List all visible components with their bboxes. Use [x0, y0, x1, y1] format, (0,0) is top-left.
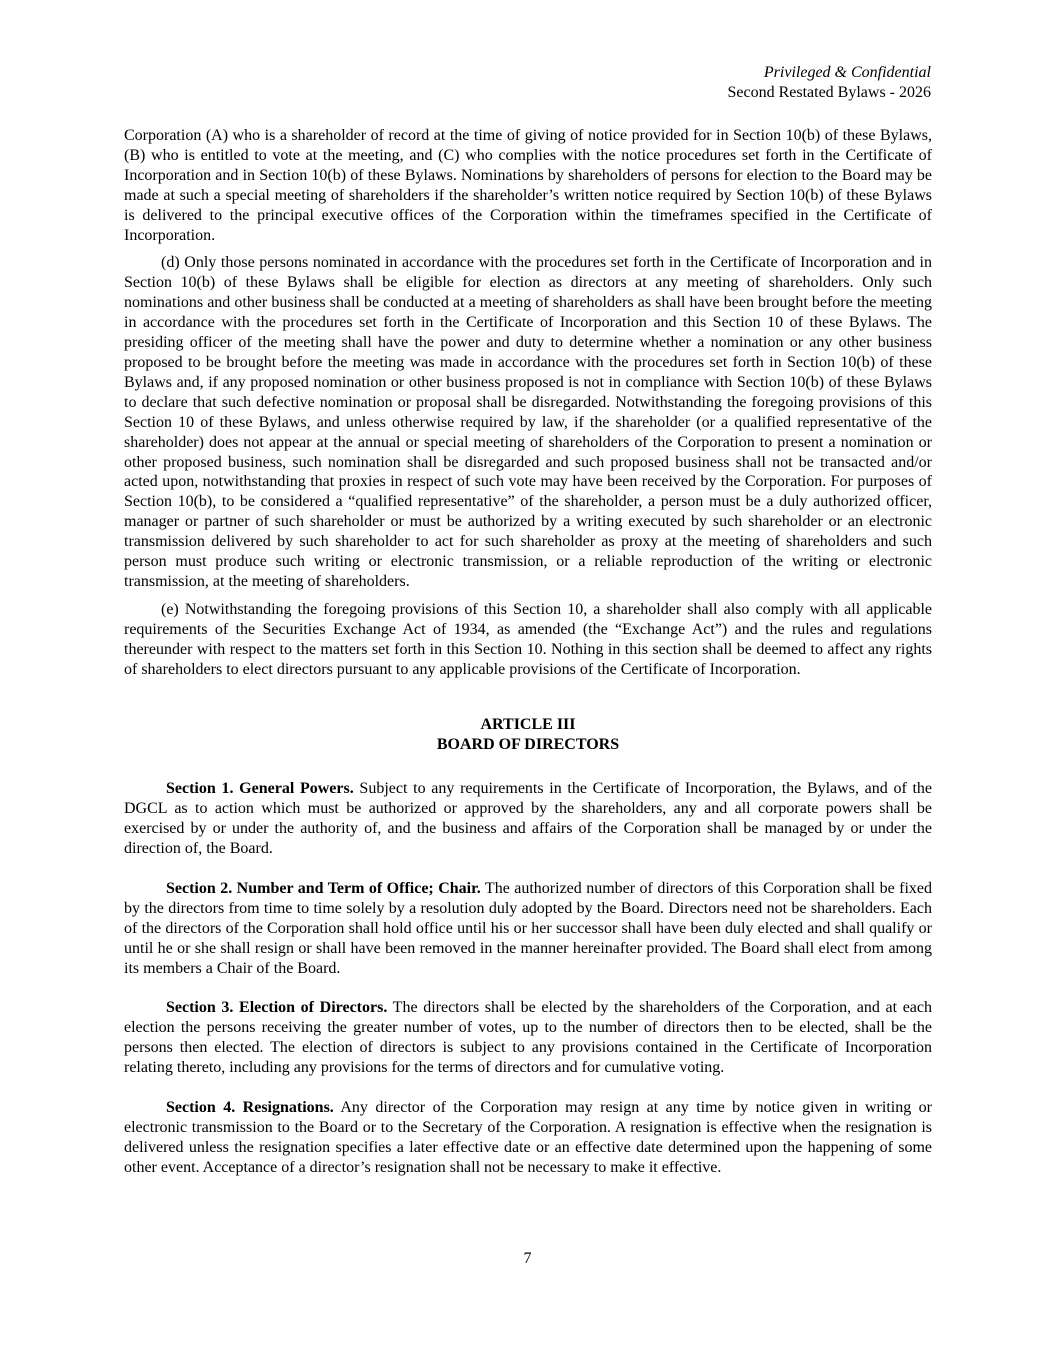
section-2-heading: Section 2. Number and Term of Office; Chair.: [166, 879, 481, 897]
article-title: BOARD OF DIRECTORS: [436, 736, 620, 754]
section-2: [124, 879, 932, 979]
paragraph-continuation: Corporation (A) who is a shareholder of record at the time of giving of notice provided for in Section 10(b) of these Bylaws, (B) who is entitled to vote at the meeting, and (C) who complies with the notice procedures set forth in the Certificate of Incorporation and in Section 10(b) of these Bylaws. Nominations by shareholders of persons for election to the Board may be made at such a special meeting of shareholders if the shareholder’s written notice required by Section 10(b) of these Bylaws is delivered to the principal executive offices of the Corporation within the timeframes specified in the Certificate of Incorporation.: [124, 127, 932, 244]
section-3-heading: Section 3. Election of Directors.: [166, 999, 388, 1017]
section-4-text: Any director of the Corporation may resign at any time by notice given in writing or electronic transmission to the Board or to the Secretary of the Corporation. A resignation is effective when the resignation is delivered unless the resignation specifies a later effective date or an effective date determined upon the happening of some other event. Acceptance of a director’s resignation shall not be necessary to make it effective.: [124, 1099, 933, 1176]
section-1: [124, 779, 932, 859]
page-header: [727, 63, 931, 103]
paragraph-e: (e) Notwithstanding the foregoing provisions of this Section 10, a shareholder shall also comply with all applicable requirements of the Securities Exchange Act of 1934, as amended (the “Exchange Act”) and the rules and regulations thereunder with respect to the matters set forth in this Section 10. Nothing in this section shall be deemed to affect any rights of shareholders to elect directors pursuant to any applicable provisions of the Certificate of Incorporation.: [124, 600, 932, 678]
section-1-text: Subject to any requirements in the Certificate of Incorporation, the Bylaws, and of the DGCL as to action which must be authorized or approved by the shareholders, any and all corporate powers shall be exercised by or under the authority of, and the business and affairs of the Corporation shall be managed by or under the direction of, the Board.: [124, 780, 933, 857]
section-4: [124, 1098, 932, 1178]
page-number: 7: [523, 1250, 532, 1267]
document-body: [124, 126, 932, 1198]
article-number: ARTICLE III: [480, 716, 576, 734]
paragraph-d: (d) Only those persons nominated in accordance with the procedures set forth in the Certificate of Incorporation and in Section 10(b) of these Bylaws shall be eligible for election as directors at any meeting of shareholders. Only such nominations and other business shall be conducted at a meeting of shareholders as shall have been brought before the meeting in accordance with the procedures set forth in the Certificate of Incorporation and this Section 10 of these Bylaws. The presiding officer of the meeting shall have the power and duty to determine whether a nomination or any other business proposed to be brought before the meeting was made in accordance with the procedures set forth in Section 10(b) of these Bylaws and, if any proposed nomination or other business proposed is not in compliance with Section 10(b) of these Bylaws to declare that such defective nomination or proposal shall be disregarded. Notwithstanding the foregoing provisions of this Section 10 of these Bylaws, and unless otherwise required by law, if the shareholder (or a qualified representative of the shareholder) does not appear at the annual or special meeting of shareholders of the Corporation to present a nomination or other proposed business, such nomination shall be disregarded and such proposed business shall not be transacted and/or acted upon, notwithstanding that proxies in respect of such vote may have been received by the Corporation. For purposes of Section 10(b), to be considered a “qualified representative” of the shareholder, a person must be a duly authorized officer, manager or partner of such shareholder or must be authorized by a writing executed by such shareholder or an electronic transmission delivered by such shareholder to act for such shareholder as proxy at the meeting of shareholders and such person must produce such writing or electronic transmission, or a reliable reproduction of the writing or electronic transmission, at the meeting of shareholders.: [124, 254, 932, 590]
article-heading: [124, 715, 932, 755]
confidentiality-notice: Privileged & Confidential: [763, 64, 931, 81]
section-2-text: The authorized number of directors of this Corporation shall be fixed by the directors from time to time solely by a resolution duly adopted by the Board. Directors need not be shareholders. Each of the directors of the Corporation shall hold office until his or her successor shall have been duly elected and shall qualify or until he or she shall resign or shall have been removed in the manner hereinafter provided. The Board shall elect from among its members a Chair of the Board.: [124, 879, 933, 977]
section-4-heading: Section 4. Resignations.: [166, 1099, 334, 1117]
document-title: Second Restated Bylaws - 2026: [727, 84, 931, 101]
section-1-heading: Section 1. General Powers.: [166, 780, 354, 798]
section-3: [124, 998, 932, 1078]
section-3-text: The directors shall be elected by the shareholders of the Corporation, and at each election the persons receiving the greater number of votes, up to the number of directors then to be elected, shall be the persons then elected. The election of directors is subject to any provisions contained in the Certificate of Incorporation relating thereto, including any provisions for the terms of directors and for cumulative voting.: [124, 999, 933, 1077]
